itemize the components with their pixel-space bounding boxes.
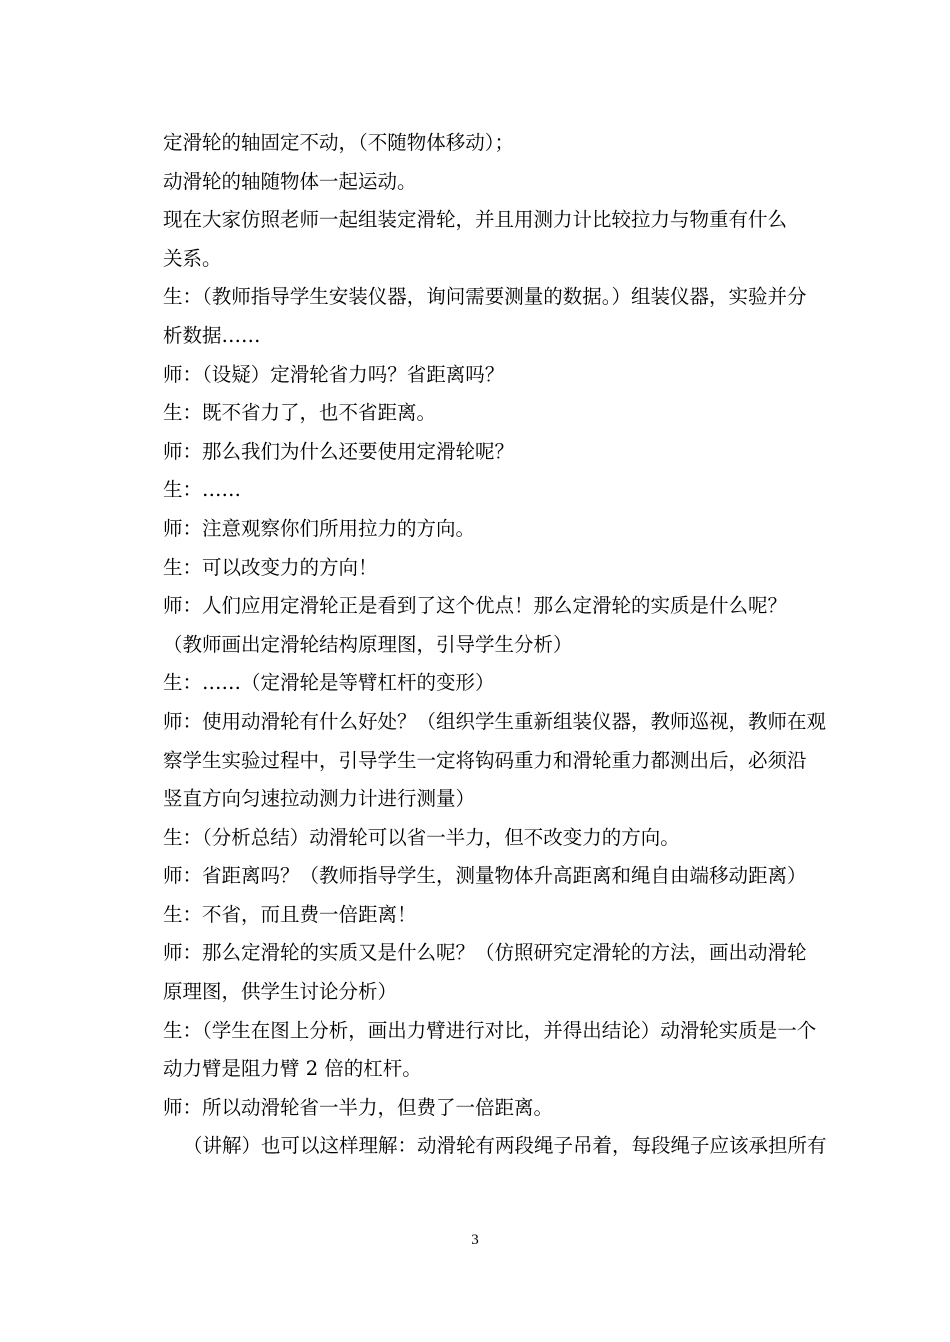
page-number: 3 <box>471 1232 479 1248</box>
text-line: 生：（分析总结）动滑轮可以省一半力，但不改变力的方向。 <box>163 825 680 849</box>
text-line: 关系。 <box>163 246 222 270</box>
text-line: 生：……（定滑轮是等臂杠杆的变形） <box>163 671 495 695</box>
text-line: 现在大家仿照老师一起组装定滑轮，并且用测力计比较拉力与物重有什么 <box>163 208 788 232</box>
text-line: 动力臂是阻力臂 2 倍的杠杆。 <box>163 1057 422 1081</box>
text-line: 师：所以动滑轮省一半力，但费了一倍距离。 <box>163 1095 554 1119</box>
text-line: 察学生实验过程中，引导学生一定将钩码重力和滑轮重力都测出后，必须沿 <box>163 748 807 772</box>
text-line: （教师画出定滑轮结构原理图，引导学生分析） <box>163 632 573 656</box>
text-line: 师：（设疑）定滑轮省力吗？省距离吗？ <box>163 362 505 386</box>
text-line: 生：（教师指导学生安装仪器，询问需要测量的数据。）组装仪器，实验并分 <box>163 285 807 309</box>
text-line: 析数据…… <box>163 323 261 347</box>
text-line: 师：省距离吗？（教师指导学生，测量物体升高距离和绳自由端移动距离） <box>163 864 807 888</box>
text-line: 生：不省，而且费一倍距离！ <box>163 902 417 926</box>
text-line: 师：那么我们为什么还要使用定滑轮呢？ <box>163 439 515 463</box>
text-line: 生：…… <box>163 478 242 502</box>
text-line: 生：既不省力了，也不省距离。 <box>163 401 437 425</box>
text-line-indented: （讲解）也可以这样理解：动滑轮有两段绳子吊着，每段绳子应该承担所有 <box>183 1134 827 1158</box>
text-line: 师：人们应用定滑轮正是看到了这个优点！那么定滑轮的实质是什么呢？ <box>163 594 788 618</box>
text-line: 师：那么定滑轮的实质又是什么呢？（仿照研究定滑轮的方法，画出动滑轮 <box>163 941 807 965</box>
text-line: 竖直方向匀速拉动测力计进行测量） <box>163 787 476 811</box>
text-line: 生：可以改变力的方向！ <box>163 555 378 579</box>
text-line: 定滑轮的轴固定不动，（不随物体移动）； <box>163 131 515 154</box>
text-line: 动滑轮的轴随物体一起运动。 <box>163 169 417 193</box>
text-line: 师：注意观察你们所用拉力的方向。 <box>163 516 476 540</box>
text-line: 生：（学生在图上分析，画出力臂进行对比，并得出结论）动滑轮实质是一个 <box>163 1018 817 1042</box>
text-line: 原理图，供学生讨论分析） <box>163 980 398 1004</box>
text-line: 师：使用动滑轮有什么好处？（组织学生重新组装仪器，教师巡视，教师在观 <box>163 709 827 733</box>
document-body <box>163 124 875 1166</box>
